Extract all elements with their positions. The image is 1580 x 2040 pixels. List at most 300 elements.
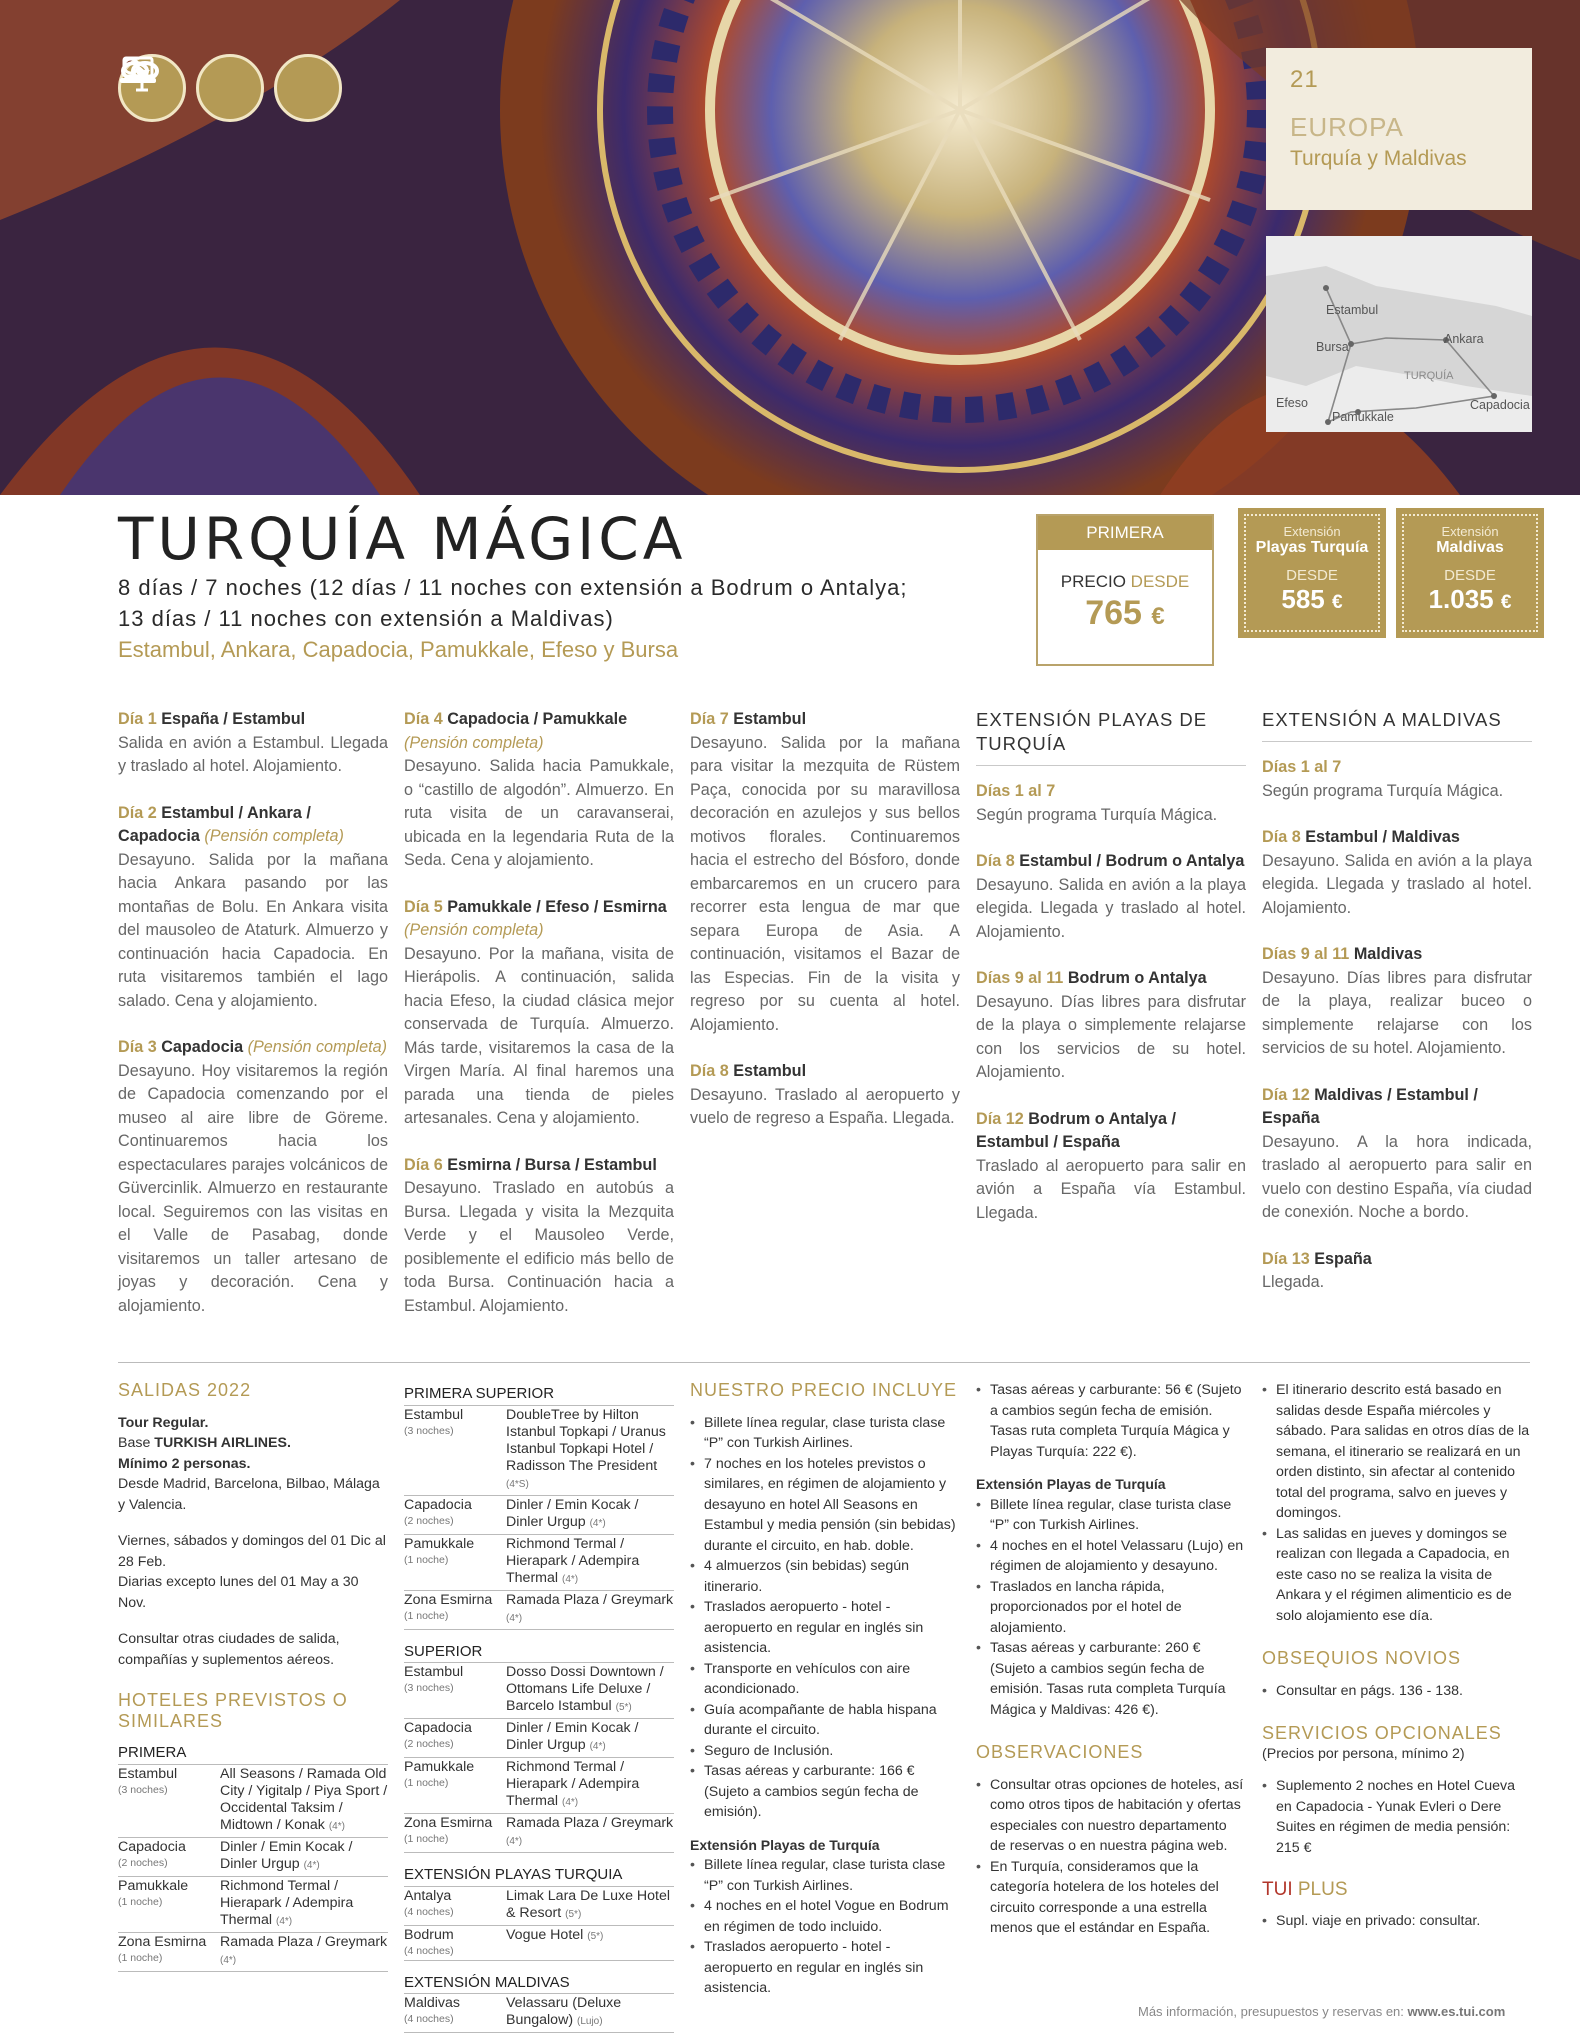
ext2-desde: DESDE: [1444, 567, 1496, 584]
hotel-nights: (3 noches): [404, 1682, 454, 1694]
incluye-section-2: [976, 1380, 1246, 1939]
day-number: Días 9 al 11: [976, 969, 1064, 987]
ext1-currency: €: [1332, 592, 1343, 613]
day-title: Estambul / Bodrum o Antalya: [1019, 852, 1245, 870]
day-description: Desayuno. Salida por la mañana para visitar la mezquita de Rüstem Paça, conocida por su maravillosa decoración en azulejos y sus bellos motivos florales. Continuaremos hacia el estrecho del Bósforo, donde embarcaremos en un crucero para recorrer esta lengua de mar que separa Europa de Asia. A continuación, visitamos el Bazar de las Especias. Fin de la visita y regreso por su cuenta al hotel. Alojamiento.: [690, 733, 960, 1034]
list-item: • Billete línea regular, clase turista clase “P” con Turkish Airlines.: [690, 1413, 960, 1454]
day-number: Día 6: [404, 1155, 443, 1174]
hotel-city-cell: [118, 1766, 220, 1835]
itinerary-col-3: [690, 708, 960, 1154]
day-heading: [404, 708, 674, 755]
hotel-name: Dinler / Emin Kocak / Dinler Urgup: [220, 1838, 353, 1872]
incluye-ext-list: [690, 1855, 960, 1999]
hotel-row: [404, 1496, 674, 1535]
list-item: • Tasas aéreas y carburante: 56 € (Sujeto a cambios según fecha de emisión. Tasas ruta completa Turquía Mágica y Playas Turquía: 222 €).: [976, 1380, 1246, 1462]
hotel-row: [404, 1719, 674, 1758]
hotel-city-cell: [118, 1878, 220, 1930]
hotel-name-cell: [220, 1766, 388, 1835]
list-item: • Traslados aeropuerto - hotel - aeropuerto en regular en inglés sin asistencia.: [690, 1937, 960, 1999]
day-heading: [690, 1060, 960, 1084]
day-heading: [690, 708, 960, 732]
ext1-desde: DESDE: [1286, 567, 1338, 584]
hotel-name: Vogue Hotel: [506, 1926, 584, 1943]
hotel-nights: (2 noches): [118, 1856, 168, 1869]
list-item: • El itinerario descrito está basado en salidas desde España miércoles y sábado. Para salidas en otros días de la semana, el itinerario se realizará en un orden distinto, sin afectar al contenido total del programa, salvo en jueves y domingos.: [1262, 1380, 1532, 1524]
list-item: • Billete línea regular, clase turista clase “P” con Turkish Airlines.: [976, 1495, 1246, 1536]
hotel-group-superior: [404, 1642, 674, 1854]
day-description: Desayuno. Salida en avión a la playa elegida. Llegada y traslado al hotel. Alojamiento.: [976, 875, 1246, 941]
hoteles-title: HOTELES PREVISTOS O SIMILARES: [118, 1690, 348, 1731]
list-item: • 4 noches en el hotel Vogue en Bodrum en régimen de todo incluido.: [690, 1896, 960, 1937]
salidas-dates-2: Diarias excepto lunes del 01 May a 30 Nov.: [118, 1574, 359, 1611]
list-item: • En Turquía, consideramos que la categoría hotelera de los hoteles del circuito corresponde a una estrella menos que el estándar en España.: [976, 1857, 1246, 1939]
day-heading: [1262, 1248, 1532, 1272]
hotel-name: Dinler / Emin Kocak / Dinler Urgup: [506, 1720, 639, 1753]
day-number: Días 9 al 11: [1262, 945, 1350, 963]
hotel-row: [404, 1406, 674, 1496]
list-item: • Consultar en págs. 136 - 138.: [1262, 1681, 1532, 1702]
hotel-category: EXTENSIÓN MALDIVAS: [404, 1973, 674, 1995]
day-title: Bodrum o Antalya: [1067, 969, 1207, 987]
hotel-stars: (5*): [615, 1702, 632, 1713]
day-heading: [1262, 756, 1532, 780]
list-item: • Las salidas en jueves y domingos se realizan con llegada a Capadocia, en este caso no se realiza la visita de Ankara y el régimen alimenticio es de solo alojamiento ese día.: [1262, 1524, 1532, 1627]
region-label: EUROPA: [1290, 112, 1404, 142]
hotel-row: [118, 1838, 388, 1877]
notes-list: [1262, 1380, 1532, 1626]
price-label-desde: DESDE: [1130, 572, 1190, 591]
itinerary-day: [404, 708, 674, 873]
hotel-stars: (5*): [587, 1930, 604, 1942]
incluye2-list: [976, 1380, 1246, 1462]
hotel-name: Richmond Termal / Hierapark / Adempira Thermal: [506, 1759, 640, 1809]
section-divider: [118, 1362, 1530, 1363]
hotel-nights: (4 noches): [404, 2013, 454, 2025]
extension-maldivas-title: EXTENSIÓN A MALDIVAS: [1262, 708, 1532, 742]
hotel-city-cell: [404, 1664, 506, 1716]
list-item: • Supl. viaje en privado: consultar.: [1262, 1911, 1532, 1932]
list-item: • 7 noches en los hoteles previstos o similares, en régimen de alojamiento y desayuno en hotel All Seasons en Estambul y media pensión (sin bebidas) durante el circuito, en hab. doble.: [690, 1454, 960, 1557]
itinerary-day: [1262, 943, 1532, 1061]
hotel-city: Estambul: [118, 1765, 178, 1782]
cocktail-icon: [196, 54, 264, 122]
day-description: Según programa Turquía Mágica.: [976, 805, 1218, 824]
hotel-city-cell: [404, 1888, 506, 1923]
day-description: Desayuno. Salida por la mañana hacia Ankara pasando por las montañas de Bolu. En Ankara visita del mausoleo de Ataturk. Almuerzo y continuación hacia Capadocia. En ruta visitaremos también el lago salado. Cena y alojamiento.: [118, 850, 388, 1010]
price-main-value: [1038, 594, 1212, 633]
day-description: Salida en avión a Estambul. Llegada y traslado al hotel. Alojamiento.: [118, 733, 388, 775]
map-city-bursa: Bursa: [1316, 340, 1349, 354]
hotel-city: Antalya: [404, 1887, 452, 1904]
hotel-nights: (2 noches): [404, 1738, 454, 1750]
day-description: Llegada.: [1262, 1273, 1325, 1291]
hero-image: [0, 0, 1580, 495]
day-description: Traslado al aeropuerto para salir en avión a España vía Estambul. Llegada.: [976, 1156, 1246, 1222]
hotel-row: [118, 1933, 388, 1972]
day-description: Desayuno. A la hora indicada, traslado al aeropuerto para salir en vuelo con destino España, vía ciudad de conexión. Noche a bordo.: [1262, 1132, 1532, 1221]
day-meal-plan: (Pensión completa): [247, 1038, 388, 1056]
obsequios-list: [1262, 1681, 1532, 1702]
day-heading: [1262, 1084, 1532, 1131]
hotel-name-cell: [506, 1664, 674, 1716]
day-description: Desayuno. Salida en avión a la playa elegida. Llegada y traslado al hotel. Alojamiento.: [1262, 851, 1532, 917]
hotel-row: [404, 1535, 674, 1591]
day-title: Bodrum o Antalya / Estambul / España: [976, 1109, 1177, 1151]
hotel-stars: (Lujo): [577, 2016, 603, 2027]
hotel-city: Bodrum: [404, 1926, 454, 1943]
day-title: Estambul / Ankara / Capadocia: [118, 803, 311, 845]
hotel-nights: (1 noche): [404, 1609, 449, 1622]
hotel-name-cell: [220, 1934, 388, 1969]
day-heading: [118, 1036, 388, 1060]
list-item: • Traslados en lancha rápida, proporcionados por el hotel de alojamiento.: [976, 1577, 1246, 1639]
hotel-category: PRIMERA SUPERIOR: [404, 1384, 674, 1406]
observaciones-list: [976, 1775, 1246, 1939]
day-heading: [1262, 943, 1532, 967]
hotel-category: PRIMERA: [118, 1743, 388, 1765]
price-main-box: [1036, 514, 1214, 666]
hotel-city: Capadocia: [118, 1838, 186, 1855]
price-ext-maldivas: [1402, 514, 1538, 632]
hotel-name: Limak Lara De Luxe Hotel & Resort: [506, 1887, 671, 1921]
hotel-name-cell: [220, 1839, 388, 1874]
region-subtitle: Turquía y Maldivas: [1290, 147, 1467, 170]
day-description: Desayuno. Días libres para disfrutar de la playa o simplemente relajarse con los servicios de su hotel. Alojamiento.: [976, 992, 1246, 1081]
hotel-stars: (4*): [589, 1517, 606, 1529]
list-item: • 4 noches en el hotel Velassaru (Lujo) en régimen de alojamiento y desayuno.: [976, 1536, 1246, 1577]
hotel-name: Dosso Dossi Downtown / Ottomans Life Deluxe / Barcelo Istambul: [506, 1664, 664, 1714]
list-item: • Consultar otras opciones de hoteles, así como otros tipos de habitación y ofertas especiales con nuestro departamento de reservas o en nuestra página web.: [976, 1775, 1246, 1857]
day-description: Desayuno. Días libres para disfrutar de la playa, realizar buceo o simplemente relajarse con los servicios de su hotel. Alojamiento.: [1262, 968, 1532, 1057]
day-heading: [976, 1108, 1246, 1155]
hotel-nights: (2 noches): [404, 1514, 454, 1527]
price-currency: €: [1151, 603, 1165, 630]
hotel-name: Ramada Plaza / Greymark: [506, 1815, 674, 1831]
itinerary-day: [976, 967, 1246, 1085]
hotel-city-cell: [118, 1934, 220, 1969]
hotel-name-cell: [506, 1888, 674, 1923]
day-number: Día 12: [976, 1109, 1024, 1128]
footer-link[interactable]: www.es.tui.com: [1407, 2004, 1506, 2019]
day-heading: [976, 967, 1246, 991]
hotel-stars: (4*): [589, 1741, 606, 1752]
itinerary-day: [404, 1154, 674, 1319]
day-title: Maldivas: [1353, 945, 1423, 963]
day-description: Desayuno. Salida hacia Pamukkale, o “castillo de algodón”. Almuerzo. En ruta visita de un caravanserai, ubicada en la legendaria Ruta de la Seda. Cena y alojamiento.: [404, 757, 674, 869]
hotel-name: DoubleTree by Hilton Istanbul Topkapi / Uranus Istanbul Topkapi Hotel / Radisson The President: [506, 1406, 666, 1474]
ext2-value-number: 1.035: [1428, 584, 1494, 614]
itinerary-day: [1262, 756, 1532, 803]
day-heading: [976, 780, 1246, 804]
itinerary-day: [404, 896, 674, 1131]
hotel-stars: (4*): [506, 1836, 523, 1847]
hotel-city: Zona Esmirna: [118, 1933, 207, 1950]
ext1-line1: Extensión: [1283, 524, 1341, 539]
subtitle-line-2: 13 días / 11 noches con extensión a Maldivas): [118, 606, 614, 631]
day-number: Día 7: [690, 710, 729, 728]
hotel-city-cell: [118, 1839, 220, 1874]
day-number: Día 12: [1262, 1085, 1310, 1104]
list-item: • Transporte en vehículos con aire acondicionado.: [690, 1659, 960, 1700]
day-description: Desayuno. Traslado al aeropuerto y vuelo de regreso a España. Llegada.: [690, 1085, 960, 1127]
day-heading: [404, 896, 674, 943]
day-title: Maldivas / Estambul / España: [1262, 1085, 1478, 1127]
hotel-nights: (3 noches): [118, 1783, 168, 1796]
day-title: Capadocia / Pamukkale: [447, 710, 628, 728]
hotel-stars: (4*): [506, 1612, 523, 1624]
hotel-name: Velassaru (Deluxe Bungalow): [506, 1995, 622, 2028]
hotel-city-cell: [404, 1407, 506, 1493]
hotel-city-cell: [404, 1720, 506, 1755]
hotel-nights: (1 noche): [118, 1895, 163, 1908]
day-number: Día 4: [404, 710, 443, 728]
salidas-dates-1: Viernes, sábados y domingos del 01 Dic al 28 Feb.: [118, 1533, 386, 1570]
hotel-row: [404, 1926, 674, 1961]
salidas-consult: Consultar otras ciudades de salida, compañías y suplementos aéreos.: [118, 1631, 340, 1668]
day-heading: [118, 802, 388, 849]
incluye-ext-title: Extensión Playas de Turquía: [690, 1836, 880, 1853]
day-title: Estambul: [733, 1062, 807, 1080]
day-description: Desayuno. Por la mañana, visita de Hierápolis. A continuación, salida hacia Efeso, la ciudad clásica mejor conservada de Turquía. Almuerzo. Más tarde, visitaremos la casa de la Virgen María. Al final haremos una parada una tienda de pieles artesanales. Cena y alojamiento.: [404, 944, 674, 1127]
salidas-min: Mínimo 2 personas.: [118, 1455, 251, 1472]
hotel-stars: (4*): [562, 1797, 579, 1808]
hotel-name-cell: [506, 1927, 603, 1958]
hotel-city: Capadocia: [404, 1496, 472, 1513]
hotel-name: Richmond Termal / Hierapark / Adempira Thermal: [506, 1535, 640, 1586]
incluye-title: NUESTRO PRECIO INCLUYE: [690, 1380, 958, 1400]
hoteles-section-2: [404, 1380, 674, 2033]
day-number: Días 1 al 7: [1262, 758, 1342, 776]
hotel-category: SUPERIOR: [404, 1642, 674, 1664]
tui-brand: TUI: [1262, 1879, 1293, 1900]
hotel-name-cell: [506, 1497, 674, 1532]
salidas-base: [118, 1433, 388, 1454]
itinerary-day: [118, 1036, 388, 1318]
route-map: [1266, 236, 1532, 432]
salidas-base-prefix: Base: [118, 1435, 155, 1451]
ext1-line2: Playas Turquía: [1255, 539, 1369, 556]
hotel-city: Maldivas: [404, 1995, 460, 2011]
notes-section: [1262, 1380, 1532, 1931]
hotel-category: EXTENSIÓN PLAYAS TURQUIA: [404, 1865, 674, 1887]
salidas-info: [118, 1413, 388, 1516]
hotel-row: [404, 1887, 674, 1926]
hotel-row: [404, 1591, 674, 1630]
map-city-ankara: Ankara: [1444, 332, 1484, 346]
price-label: [1038, 572, 1212, 592]
hotel-stars: (4*): [220, 1954, 237, 1966]
tui-plus-title: [1262, 1880, 1532, 1901]
extension-playas-title: EXTENSIÓN PLAYAS DE TURQUÍA: [976, 708, 1246, 766]
page-number: 21: [1290, 66, 1319, 93]
footer-text: Más información, presupuestos y reservas en:: [1138, 2004, 1408, 2019]
hotel-stars: (5*): [565, 1908, 582, 1920]
hotel-nights: (3 noches): [404, 1424, 454, 1437]
observaciones-title: OBSERVACIONES: [976, 1742, 1144, 1762]
day-number: Día 5: [404, 897, 443, 916]
hotel-group-primera-superior: [404, 1384, 674, 1630]
map-city-pamukkale: Pamukkale: [1332, 410, 1394, 424]
incluye2-ext-title: Extensión Playas de Turquía: [976, 1476, 1166, 1492]
list-item: • 4 almuerzos (sin bebidas) según itinerario.: [690, 1556, 960, 1597]
day-description: Desayuno. Traslado en autobús a Bursa. Llegada y visita la Mezquita Verde y el Mausoleo Verde, posiblemente el edificio más bello de toda Bursa. Continuación hacia a Estambul. Alojamiento.: [404, 1179, 674, 1315]
extension-playas-days: [976, 780, 1246, 1225]
day-number: Día 8: [976, 852, 1015, 870]
day-heading: [976, 850, 1246, 874]
page-title: TURQUÍA MÁGICA: [118, 505, 687, 573]
hotel-name: All Seasons / Ramada Old City / Yigitalp / Piya Sport / Occidental Taksim / Midtown / Konak: [220, 1765, 388, 1833]
hotel-nights: (4 noches): [404, 1905, 454, 1918]
hotel-city-cell: [404, 1759, 506, 1811]
hotel-group-ext-maldivas: [404, 1973, 674, 2034]
hotel-row: [118, 1765, 388, 1838]
obsequios-title: OBSEQUIOS NOVIOS: [1262, 1648, 1462, 1668]
hotel-name-cell: [506, 1536, 674, 1588]
price-value: 765: [1085, 594, 1142, 632]
hotel-nights: (1 noche): [118, 1951, 163, 1964]
itinerary-day: [1262, 1084, 1532, 1225]
hotel-name: Ramada Plaza / Greymark: [506, 1591, 674, 1608]
rings-icon: [274, 54, 342, 122]
day-number: Día 1: [118, 710, 157, 728]
hotel-city-cell: [404, 1927, 506, 1958]
itinerary-day: [118, 802, 388, 1014]
hotel-name-cell: [506, 1995, 674, 2030]
icon-row: [118, 54, 342, 122]
hotel-city-cell: [404, 1497, 506, 1532]
list-item: • Billete línea regular, clase turista clase “P” con Turkish Airlines.: [690, 1855, 960, 1896]
servicios-title: SERVICIOS OPCIONALES: [1262, 1723, 1502, 1743]
day-number: Día 2: [118, 803, 157, 822]
hotel-city: Estambul: [404, 1406, 464, 1423]
hotel-city: Estambul: [404, 1664, 464, 1680]
salidas-tour: Tour Regular.: [118, 1414, 209, 1431]
ext2-currency: €: [1500, 592, 1512, 613]
hotel-city: Zona Esmirna: [404, 1815, 493, 1831]
hotel-nights: (4 noches): [404, 1944, 454, 1957]
day-number: Día 3: [118, 1038, 157, 1056]
hotel-city: Zona Esmirna: [404, 1591, 493, 1608]
itinerary-day: [976, 780, 1246, 827]
day-number: Día 8: [690, 1062, 729, 1080]
itinerary-day: [690, 1060, 960, 1131]
itinerary-col-1: [118, 708, 388, 1341]
day-title: España / Estambul: [161, 710, 306, 728]
extension-maldivas-days: [1262, 756, 1532, 1295]
list-item: • Tasas aéreas y carburante: 260 € (Sujeto a cambios según fecha de emisión. Tasas ruta completa Turquía Mágica y Maldivas: 426 €).: [976, 1638, 1246, 1720]
day-title: España: [1314, 1249, 1372, 1268]
hotel-row: [404, 1814, 674, 1853]
day-meal-plan: (Pensión completa): [404, 921, 544, 939]
list-item: • Traslados aeropuerto - hotel - aeropuerto en regular en inglés sin asistencia.: [690, 1597, 960, 1659]
ext1-value: [1246, 584, 1378, 615]
hotel-nights: (1 noche): [404, 1777, 449, 1789]
incluye-section: [690, 1380, 960, 1999]
incluye2-ext-list: [976, 1495, 1246, 1721]
page-badge: [1266, 48, 1532, 210]
day-title: Capadocia: [161, 1038, 244, 1056]
hotel-row: [404, 1663, 674, 1719]
price-ext-playas: [1244, 514, 1380, 632]
day-description: Desayuno. Hoy visitaremos la región de Capadocia comenzando por el museo al aire libre de Göreme. Continuaremos hacia los espectaculares parajes volcánicos de Güvercinlik. Almuerzo en restaurante local. Seguiremos con las visitas en el Valle de Pasabag, donde visitaremos un taller artesano de joyas y decoración. Cena y alojamiento.: [118, 1061, 388, 1315]
list-item: • Guía acompañante de habla hispana durante el circuito.: [690, 1700, 960, 1741]
hotel-stars: (4*): [562, 1573, 579, 1585]
itinerary-day: [976, 850, 1246, 944]
map-country-label: TURQUÍA: [1404, 370, 1454, 382]
tui-plus: PLUS: [1292, 1879, 1348, 1900]
itinerary-day: [1262, 1248, 1532, 1295]
day-meal-plan: (Pensión completa): [204, 827, 344, 845]
ext1-value-number: 585: [1281, 584, 1325, 614]
itinerary-day: [1262, 826, 1532, 920]
hotel-stars: (4*): [328, 1820, 345, 1832]
duration-subtitle: [118, 572, 958, 634]
hotel-stars: (4*S): [506, 1478, 529, 1490]
hotel-nights: (1 noche): [404, 1553, 449, 1566]
hotel-name: Dinler / Emin Kocak / Dinler Urgup: [506, 1496, 639, 1530]
map-city-estambul: Estambul: [1326, 303, 1379, 317]
hotel-group-primera: [118, 1743, 388, 1972]
ext2-line2: Maldivas: [1436, 539, 1504, 556]
salidas-section: [118, 1380, 388, 1972]
itinerary-day: [976, 1108, 1246, 1226]
day-title: Estambul / Maldivas: [1305, 828, 1460, 846]
day-title: Esmirna / Bursa / Estambul: [447, 1155, 657, 1174]
itinerary-day: [118, 708, 388, 779]
servicios-list: [1262, 1776, 1532, 1858]
hotel-name-cell: [220, 1878, 388, 1930]
hotel-name-cell: [506, 1592, 674, 1627]
map-city-efeso: Efeso: [1276, 396, 1308, 410]
itinerary-col-4: [976, 708, 1246, 1248]
itinerary-col-5: [1262, 708, 1532, 1318]
hotel-stars: (4*): [303, 1859, 320, 1871]
day-description: Según programa Turquía Mágica.: [1262, 781, 1504, 800]
route-cities: Estambul, Ankara, Capadocia, Pamukkale, Efeso y Bursa: [118, 637, 679, 662]
servicios-sub: (Precios por persona, mínimo 2): [1262, 1745, 1465, 1762]
day-heading: [1262, 826, 1532, 850]
hotel-name-cell: [506, 1407, 674, 1493]
day-number: Días 1 al 7: [976, 782, 1056, 800]
hotel-row: [404, 1994, 674, 2033]
hotel-name-cell: [506, 1815, 674, 1850]
salidas-dates: [118, 1531, 388, 1613]
salidas-airline: TURKISH AIRLINES.: [154, 1435, 291, 1451]
hotel-city-cell: [404, 1592, 506, 1627]
hotel-city: Pamukkale: [118, 1877, 189, 1894]
day-heading: [404, 1154, 674, 1178]
price-category: PRIMERA: [1038, 516, 1212, 550]
hotel-stars: (4*): [276, 1915, 293, 1927]
hotel-row: [118, 1877, 388, 1933]
price-label-text: PRECIO: [1060, 572, 1126, 591]
ext2-line1: Extensión: [1441, 524, 1499, 539]
incluye-list: [690, 1413, 960, 1823]
itinerary-day: [690, 708, 960, 1037]
itinerary-col-2: [404, 708, 674, 1341]
list-item: • Seguro de Inclusión.: [690, 1741, 960, 1762]
ext2-value: [1404, 584, 1536, 615]
hotel-group-ext-playas: [404, 1865, 674, 1961]
hotel-city: Pamukkale: [404, 1759, 475, 1775]
footer: [1138, 2004, 1505, 2019]
hotel-city-cell: [404, 1995, 506, 2030]
salidas-from: Desde Madrid, Barcelona, Bilbao, Málaga y Valencia.: [118, 1476, 380, 1513]
hotel-name: Ramada Plaza / Greymark: [220, 1933, 388, 1950]
list-item: • Tasas aéreas y carburante: 166 € (Sujeto a cambios según fecha de emisión).: [690, 1761, 960, 1823]
map-city-capadocia: Capadocia: [1470, 398, 1530, 412]
tui-plus-list: [1262, 1911, 1532, 1932]
